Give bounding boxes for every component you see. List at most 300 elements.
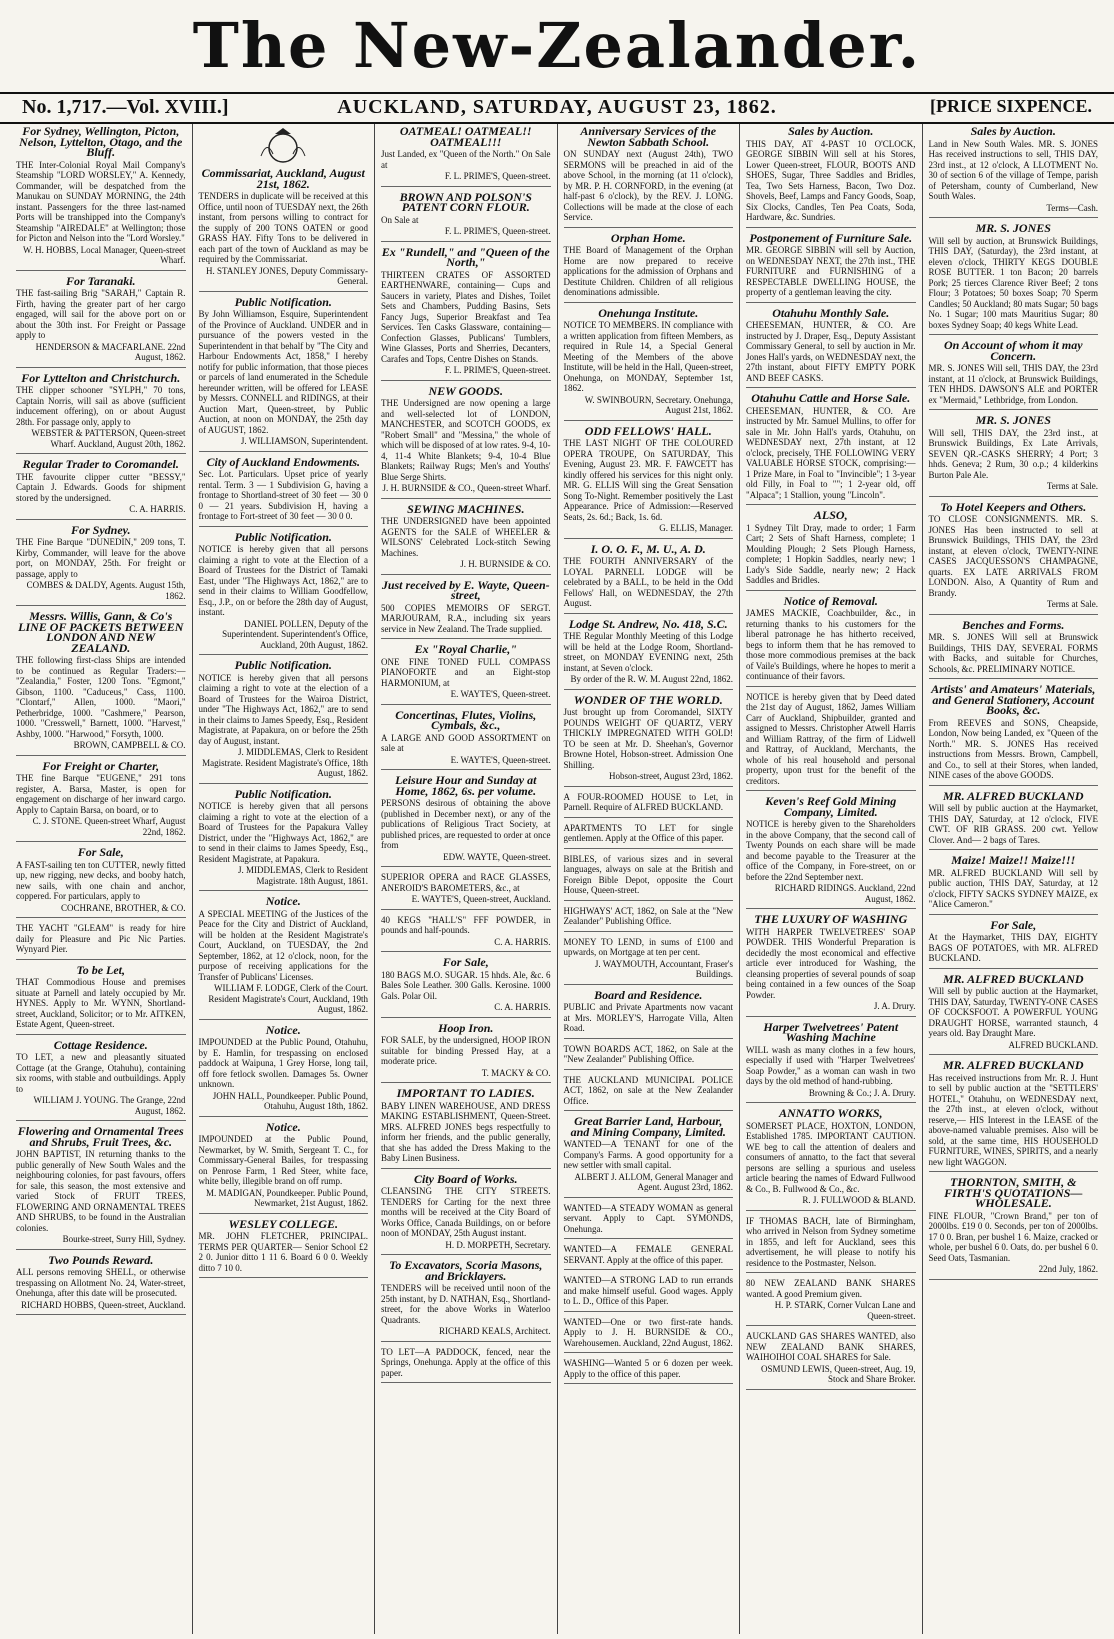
ad-heading: THORNTON, SMITH, & FIRTH'S QUOTATIONS—WHOLESALE. bbox=[944, 1175, 1083, 1210]
advertisement bbox=[16, 1126, 186, 1250]
ad-body: WILL wash as many clothes in a few hours, especially if used with "Harper Twelvetrees' Soap Powder," as a woman can wash in two days by the old method of hand-rubbing. bbox=[746, 1044, 916, 1086]
ad-body: NOTICE is hereby given to the Shareholders in the above Company, that the second call of Twenty Pounds on each share will be made and become payable to the Treasurer at the office of the Company, in Fore-street, on or before the 22nd September next. bbox=[746, 819, 916, 882]
ad-body: NOTICE is hereby given that all persons claiming a right to vote at the election of a Board of Trustees for the Papakura Valley District, under the "Highways Act, 1862," are to send in their claims to James Speedy, Esq., Resident Magistrate, at Papakura. bbox=[198, 801, 368, 864]
ad-body: BABY LINEN WAREHOUSE, AND DRESS MAKING ESTABLISHMENT, Queen-Street. MRS. ALFRED JONES begs respectfully to inform her friends, and the public generally, that she has added the Dress Making to the Baby Linen Business. bbox=[381, 1100, 551, 1163]
ad-body: Will sell, THIS DAY, the 23rd inst., at Brunswick Buildings, Ex Late Arrivals, SEVEN QR.-CASKS SHERRY; 4 Port; 3 hhds. Geneva; 2 Rum, 30 o.p.; 4 kilderkins Burton Pale Ale. bbox=[928, 427, 1098, 480]
ad-heading: Ex "Royal Charlie," bbox=[414, 642, 517, 656]
ad-body: THE favourite clipper cutter "BESSY," Captain J. Edwards. Goods for shipment stored by the undersigned. bbox=[16, 471, 186, 503]
ad-body: THE fast-sailing Brig "SARAH," Captain R. Firth, having the greater part of her cargo engaged, will sail for the above port on or about the 30th inst. For Freight or Passage apply to bbox=[16, 288, 186, 340]
advertisement bbox=[746, 692, 916, 792]
ad-body: Will sell by auction, at Brunswick Buildings, THIS DAY, (Saturday), the 23rd instant, at eleven o'clock, THIRTY KEGS DOUBLE ROSE BUTTER. 1 ton Bacon; 20 barrels Pork; 25 tierces Clarence River Beef; 2 tons Flour; 3 Potatoes; 50 boxes Soap; 70 Sperm Candles; 50 Auckland; 80 mats Sugar; 50 bags No. 1 Sugar; 100 mats Mauritius Sugar; 80 boxes Sydney Soap; 40 kegs White Lead. bbox=[928, 235, 1098, 330]
advertisement bbox=[746, 126, 916, 228]
ad-signature: F. L. PRIME'S, Queen-street. bbox=[444, 226, 551, 236]
ad-body: A LARGE AND GOOD ASSORTMENT on sale at bbox=[381, 732, 551, 753]
advertisement bbox=[198, 786, 369, 892]
ad-heading: ODD FELLOWS' HALL. bbox=[584, 423, 712, 438]
ad-body: ONE FINE TONED FULL COMPASS PIANOFORTE and an Eight-stop HARMONIUM, at bbox=[381, 656, 551, 688]
ad-body: MR. JOHN FLETCHER, PRINCIPAL. TERMS PER QUARTER— Senior School £2 2 0. Junior ditto 1 11 6. Board 6 0 0. Weekly ditto 7 10 0. bbox=[198, 1231, 368, 1273]
advertisement bbox=[381, 501, 551, 575]
advertisement bbox=[746, 914, 916, 1017]
ad-signature: BROWN, CAMPBELL & CO. bbox=[73, 740, 186, 750]
advertisement bbox=[563, 230, 734, 303]
advertisement bbox=[564, 1075, 734, 1112]
advertisement bbox=[564, 1358, 734, 1384]
ad-heading: On Account of whom it may Concern. bbox=[943, 338, 1083, 363]
ad-signature: C. A. HARRIS. bbox=[129, 504, 186, 514]
advertisement bbox=[16, 962, 186, 1035]
ad-signature: DANIEL POLLEN, Deputy of the Superintendent. Superintendent's Office, Auckland, 20th August, 1862. bbox=[222, 618, 368, 650]
ad-body: JOHN BAPTIST, IN returning thanks to the public generally of New South Wales and the neighbouring colonies, for past favours, offers for sale, this season, the most extensive and varied Stock of FRUIT TREES, FLOWERING AND ORNAMENTAL TREES AND SHRUBS, to be found in the Australian colonies. bbox=[16, 1149, 186, 1233]
ad-body: ALL persons removing SHELL, or otherwise trespassing on Allotment No. 24, Water-street, Onehunga, after this date will be prosecuted. bbox=[16, 1267, 186, 1298]
price: [PRICE SIXPENCE. bbox=[929, 96, 1092, 116]
ad-body: THE following first-class Ships are intended to be continued as Regular Traders:— "Zealandia," Foster, 1200 Tons. "Egmont," Gibson, 1100. "Caduceus," Cass, 1100. "Clontarf," Allen, 1000. "Maori," Petherbridge, 1000. "Cashmere," Pearson, 1000. "Cresswell," Barnett, 1000. "Harvest," Ashby, 1000. "Harwood," Forsyth, 1000. bbox=[16, 655, 186, 739]
advertisement bbox=[929, 126, 1099, 218]
ad-heading: Notice of Removal. bbox=[783, 593, 878, 608]
ad-body: MR. ALFRED BUCKLAND Will sell by public auction, THIS DAY, Saturday, at 12 o'clock, FIFTY SACKS SYDNEY MAIZE, ex "Alice Cameron." bbox=[928, 867, 1098, 909]
advertisement bbox=[746, 305, 916, 389]
advertisement bbox=[16, 126, 186, 271]
advertisement bbox=[199, 168, 369, 292]
ad-heading: MR. ALFRED BUCKLAND bbox=[942, 971, 1084, 986]
advertisement bbox=[16, 459, 186, 520]
ad-heading: Public Notification. bbox=[234, 529, 332, 544]
advertisement bbox=[746, 1019, 916, 1104]
advertisement bbox=[563, 616, 734, 690]
advertisement bbox=[16, 847, 186, 918]
advertisement bbox=[381, 189, 551, 242]
ad-body: MR. GEORGE SIBBIN will sell by Auction, on WEDNESDAY NEXT, the 27th inst., THE FURNITURE and FURNISHING of a RESPECTABLE DWELLING HOUSE, the property of a gentleman leaving the city. bbox=[746, 245, 916, 297]
columns bbox=[10, 124, 1104, 1634]
ad-body: HIGHWAYS' ACT, 1862, on Sale at the "New Zealander" Publishing Office. bbox=[563, 905, 733, 926]
ad-body: MONEY TO LEND, in sums of £100 and upwards, on Mortgage at ten per cent. bbox=[563, 936, 733, 957]
ad-body: 180 BAGS M.O. SUGAR. 15 hhds. Ale, &c. 6 Bales Sole Leather. 300 Galls. Kerosine. 1000 Gals. Polar Oil. bbox=[381, 969, 551, 1001]
ad-body: ON SUNDAY next (August 24th), TWO SERMONS will be preached in aid of the above School, in the morning (at 11 o'clock), by MR. P. H. CORNFORD, in the evening (at half-past 6 o'clock), by the REV. J. LONG. Collections will be made at the close of each Service. bbox=[563, 149, 733, 222]
ad-signature: By order of the R. W. M. August 22nd, 1862. bbox=[570, 674, 733, 684]
advertisement bbox=[16, 273, 186, 368]
date-location: AUCKLAND, SATURDAY, AUGUST 23, 1862. bbox=[337, 96, 777, 118]
advertisement bbox=[16, 1252, 186, 1316]
advertisement bbox=[564, 1116, 734, 1198]
advertisement bbox=[381, 126, 551, 187]
ad-body: WANTED—A STRONG LAD to run errands and make himself useful. Good wages. Apply to L. D., Office of this Paper. bbox=[563, 1275, 733, 1306]
ad-body: THE fine Barque "EUGENE," 291 tons register, A. Barsa, Master, is open for engagement on discharge of her inward cargo. Apply to Captain Barsa, on board, or to bbox=[16, 773, 186, 815]
ad-heading: For Lyttelton and Christchurch. bbox=[21, 370, 181, 385]
advertisement bbox=[746, 510, 916, 591]
advertisement bbox=[746, 1278, 916, 1326]
ad-heading: Board and Residence. bbox=[594, 987, 703, 1002]
ad-heading: Otahuhu Cattle and Horse Sale. bbox=[751, 391, 911, 405]
ad-body: FINE FLOUR, "Crown Brand," per ton of 2000lbs. £19 0 0. Seconds, per ton of 2000lbs. 17 0 0. Bran, per bushel 1 6. Maize, cracked or whole, per bushel 6 0. Oats, do. per bushel 6 0. Seed Oats, Tasmanian. bbox=[928, 1210, 1098, 1263]
advertisement bbox=[563, 305, 734, 421]
ad-body: SUPERIOR OPERA and RACE GLASSES, ANEROID'S BAROMETERS, &c., at bbox=[381, 872, 551, 893]
ad-signature: H. D. MORPETH, Secretary. bbox=[445, 1239, 551, 1250]
ad-heading: For Taranaki. bbox=[65, 273, 136, 288]
ad-signature: H. STANLEY JONES, Deputy Commissary-General. bbox=[206, 265, 368, 286]
ad-signature: ALBERT J. ALLOM, General Manager and Agent. August 23rd, 1862. bbox=[574, 1171, 733, 1192]
ad-body: IMPOUNDED at the Public Pound, Otahuhu, by E. Hamlin, for trespassing on enclosed paddock at Waipuna, 1 Grey Horse, long tail, off fore fetlock swollen. Damages 5s. Owner unknown. bbox=[198, 1037, 368, 1089]
advertisement bbox=[198, 294, 369, 452]
ad-heading: For Sydney. bbox=[70, 522, 131, 537]
newspaper-title: The New-Zealander. bbox=[192, 9, 922, 82]
advertisement bbox=[929, 223, 1099, 335]
ad-heading: To Excavators, Scoria Masons, and Bricklayers. bbox=[389, 1258, 543, 1283]
ad-signature: COMBES & DALDY, Agents. August 15th, 1862. bbox=[26, 580, 186, 601]
ad-heading: MR. S. JONES bbox=[975, 413, 1051, 427]
ad-body: PERSONS desirous of obtaining the above (published in December next), or any of the publications of Religious Tract Society, at published prices, are requested to order at once from bbox=[381, 798, 551, 850]
ad-heading: Otahuhu Monthly Sale. bbox=[772, 305, 890, 320]
ad-body: MR. S. JONES Will sell, THIS DAY, the 23rd instant, at 11 o'clock, at Brunswick Buildings, TEN HHDS. DAWSON'S ALE and PORTER ex "Mermaid," Lethbridge, from London. bbox=[928, 363, 1098, 405]
dateline bbox=[0, 92, 1114, 124]
ad-signature: WILLIAM F. LODGE, Clerk of the Court. Resident Magistrate's Court, Auckland, 19th August, 1862. bbox=[208, 983, 368, 1014]
ad-heading: Maize! Maize!! Maize!!! bbox=[951, 853, 1076, 867]
ad-body: THE YACHT "GLEAM" is ready for hire daily for Pleasure and Pic Nic Parties. Wynyard Pier. bbox=[16, 923, 186, 954]
ad-body: PUBLIC and Private Apartments now vacant at Mrs. MORLEY'S, Harrogate Villa, Alten Road. bbox=[563, 1002, 733, 1033]
advertisement bbox=[746, 230, 916, 303]
ad-heading: Hoop Iron. bbox=[438, 1020, 494, 1035]
advertisement bbox=[563, 987, 734, 1039]
advertisement bbox=[381, 383, 551, 499]
ad-heading: Leisure Hour and Sunday at Home, 1862, 6s. per volume. bbox=[395, 773, 537, 798]
advertisement bbox=[564, 126, 734, 228]
ad-body: JAMES MACKIE, Coachbuilder, &c., in returning thanks to his customers for the liberal patronage he has hitherto received, begs to inform them that he has removed to those more commodious premises at the back of Vaile's Buildings, where he hopes to merit a continuance of their favors. bbox=[746, 608, 916, 681]
ad-body: THE AUCKLAND MUNICIPAL POLICE ACT, 1862, on sale at the New Zealander Office. bbox=[563, 1074, 733, 1106]
ad-body: CHEESEMAN, HUNTER, & CO. Are instructed by J. Draper, Esq., Deputy Assistant Commissary General, to sell by auction in Mr. Jones Hall's yards, on WEDNESDAY next, the 27th instant, about FIFTY EMPTY PORK AND BEEF CASKS. bbox=[746, 320, 916, 383]
ad-body: NOTICE is hereby given that all persons claiming a right to vote at the Election of a Board of Trustees for the District of Tamaki East, under "The Highways Act, 1862," are to send in their claims to William Goodfellow, Esq., J.P., on or before the 28th day of August, instant. bbox=[198, 544, 368, 617]
advertisement bbox=[381, 1088, 551, 1169]
ad-body: WANTED—A STEADY WOMAN as general servant. Apply to Capt. SYMONDS, Onehunga. bbox=[563, 1202, 733, 1234]
advertisement bbox=[563, 423, 734, 539]
ad-signature: E. WAYTE'S, Queen-street. bbox=[450, 754, 551, 765]
ad-body: APARTMENTS TO LET for single gentlemen. Apply at the Office of this paper. bbox=[563, 822, 733, 843]
ad-heading: ALSO, bbox=[813, 508, 848, 522]
advertisement bbox=[16, 1037, 186, 1122]
advertisement bbox=[564, 1275, 734, 1312]
advertisement bbox=[381, 577, 551, 640]
ad-heading: Lodge St. Andrew, No. 418, S.C. bbox=[568, 616, 728, 631]
ad-body: CLEANSING THE CITY STREETS. TENDERS for Carting for the next three months will be received at the City Board of Works Office, Canada Buildings, on or before noon of MONDAY, 25th August instant. bbox=[381, 1186, 551, 1238]
ad-heading: Harper Twelvetrees' Patent Washing Machine bbox=[763, 1019, 899, 1044]
ad-heading: Sales by Auction. bbox=[970, 124, 1056, 138]
ad-signature: Terms at Sale. bbox=[1046, 481, 1098, 491]
ad-body: THE Fine Barque "DUNEDIN," 209 tons, T. Kirby, Commander, will leave for the above port, on MONDAY, 25th. For freight or passage, apply to bbox=[16, 537, 186, 579]
ad-heading: Onehunga Institute. bbox=[598, 305, 699, 320]
ad-heading: City Board of Works. bbox=[413, 1171, 518, 1186]
ad-heading: For Freight or Charter, bbox=[42, 758, 160, 773]
advertisement bbox=[928, 617, 1099, 680]
advertisement bbox=[564, 906, 734, 932]
ad-heading: Messrs. Willis, Gann, & Co's LINE OF PACKETS BETWEEN LONDON AND NEW ZEALAND. bbox=[18, 609, 184, 655]
ad-signature: OSMUND LEWIS, Queen-street, Aug. 19, Stock and Share Broker. bbox=[761, 1363, 916, 1384]
ad-body: From REEVES and SONS, Cheapside, London, Now being Landed, ex "Queen of the North." MR. S. JONES Has received instructions from Messrs. Brown, Campbell, and Co., to sell at their Stores, when landed, NINE cases of the above GOODS. bbox=[928, 717, 1098, 780]
ad-signature: 22nd July, 1862. bbox=[1038, 1264, 1098, 1274]
ad-heading: BROWN AND POLSON'S PATENT CORN FLOUR. bbox=[399, 189, 532, 214]
ad-signature: Bourke-street, Surry Hill, Sydney. bbox=[62, 1234, 186, 1244]
ad-heading: Flowering and Ornamental Trees and Shrubs, Fruit Trees, &c. bbox=[17, 1124, 184, 1149]
ad-heading: Cottage Residence. bbox=[53, 1037, 148, 1052]
advertisement bbox=[928, 788, 1099, 851]
ad-body: SOMERSET PLACE, HOXTON, LONDON, Established 1785. IMPORTANT CAUTION. WE beg to call the attention of dealers and consumers of annatto, to the fact that several persons are selling a spurious and useless article bearing the names of Edward Fullwood & Co., B. Fullwood & Co., &c. bbox=[746, 1120, 916, 1194]
ad-body: NOTICE is hereby given that by Deed dated the 21st day of August, 1862, James William Carr of Auckland, Shipbuilder, granted and assigned to Messrs. Christopher Atwell Harris and William Rattray, of the firm of Lidwell and Rattray, of Auckland, Merchants, the whole of his real household and personal property, upon trust for the benefit of the creditors. bbox=[746, 691, 916, 786]
advertisement bbox=[929, 855, 1099, 915]
advertisement bbox=[381, 957, 551, 1018]
advertisement bbox=[381, 1347, 551, 1384]
advertisement bbox=[198, 454, 369, 527]
ad-heading: Benches and Forms. bbox=[962, 617, 1065, 632]
advertisement bbox=[381, 1260, 551, 1342]
ad-signature: Hobson-street, August 23rd, 1862. bbox=[609, 771, 733, 781]
advertisement bbox=[381, 1171, 551, 1256]
ad-heading: Concertinas, Flutes, Violins, Cymbals, &c., bbox=[395, 707, 537, 732]
ad-heading: Two Pounds Reward. bbox=[48, 1252, 154, 1267]
advertisement bbox=[928, 971, 1099, 1056]
advertisement bbox=[563, 541, 734, 614]
ad-body: At the Haymarket, THIS DAY, EIGHTY BAGS OF POTATOES, with MR. ALFRED BUCKLAND. bbox=[928, 932, 1098, 963]
ad-heading: To Hotel Keepers and Others. bbox=[940, 499, 1087, 514]
ad-heading: Keven's Reef Gold Mining Company, Limited. bbox=[765, 794, 897, 819]
ad-heading: For Sale, bbox=[990, 917, 1037, 932]
ad-signature: HENDERSON & MACFARLANE. 22nd August, 1862. bbox=[35, 341, 186, 362]
ad-signature: J. WILLIAMSON, Superintendent. bbox=[240, 436, 368, 446]
ad-body: TO CLOSE CONSIGNMENTS. MR. S. JONES Has been instructed to sell at Brunswick Buildings, THIS DAY, the 23rd instant, at eleven o'clock, TWENTY-NINE CASES JACQUESSON'S CHAMPAGNE, quarts. EX LATE ARRIVALS FROM LONDON. Also, A Quantity of Rum and Brandy. bbox=[928, 514, 1098, 598]
ad-body: TENDERS in duplicate will be received at this Office, until noon of TUESDAY next, the 26th instant, from persons willing to contract for the supply of 200 TONS OATEN or good GRASS HAY. Fifty Tons to be delivered in each part of the town of Auckland as may be required by the Commissariat. bbox=[198, 191, 368, 264]
advertisement bbox=[381, 707, 551, 771]
advertisement bbox=[199, 660, 369, 784]
column-3 bbox=[375, 124, 558, 1634]
ad-heading: ANNATTO WORKS, bbox=[778, 1106, 883, 1120]
ad-body: THAT Commodious House and premises situate at Parnell and lately occupied by Mr. HYNES. Apply to Mr. WYNN, Shortland-street, Auckland, Solicitor; or to Mr. AITKEN, Estate Agent, Queen-street. bbox=[16, 977, 186, 1029]
ad-heading: MR. ALFRED BUCKLAND bbox=[942, 788, 1084, 803]
ad-body: BIBLES, of various sizes and in several languages, always on sale at the British and Foreign Bible Depot, opposite the Court House, Queen-street. bbox=[563, 853, 733, 895]
ad-heading: Great Barrier Land, Harbour, and Mining Company, Limited. bbox=[570, 1114, 726, 1139]
ad-signature: COCHRANE, BROTHER, & CO. bbox=[60, 902, 186, 913]
ad-signature: J. WAYMOUTH, Accountant, Fraser's Buildings. bbox=[594, 958, 733, 979]
ad-body: THIRTEEN CRATES OF ASSORTED EARTHENWARE, containing— Cups and Saucers in variety, Plates and Dishes, Toilet Sets and Chambers, Pudding Basins, Sets Fancy Jugs, Superior Breakfast and Tea Services. Ten Casks Glassware, containing— Confection Glasses, Publicans' Tumblers, Wine Glasses, Ports and Sherries, Decanters, Carafes and Tops, Centre Dishes on Stands. bbox=[381, 269, 551, 364]
ad-signature: WILLIAM J. YOUNG. The Grange, 22nd August, 1862. bbox=[33, 1095, 186, 1116]
advertisement bbox=[929, 1060, 1099, 1172]
advertisement bbox=[746, 1108, 916, 1211]
ad-body: THE Undersigned are now opening a large and well-selected lot of LONDON, MANCHESTER, and SCOTCH GOODS, ex "Robert Small" and "Messina," the whole of which will be disposed of at low rates. 9-4, 10-4, 11-4 White Blankets; 9-4, 10-4 Blue Blankets; Railway Rugs; Men's and Youths' Blue Serge Shirts. bbox=[381, 398, 551, 482]
advertisement bbox=[16, 522, 186, 607]
ad-signature: WEBSTER & PATTERSON, Queen-street Wharf. Auckland, August 20th, 1862. bbox=[31, 428, 186, 449]
ad-body: 1 Sydney Tilt Dray, made to order; 1 Farm Cart; 2 Sets of Shaft Harness, complete; 1 Moulding Plough; 2 Sets Plough Harness, complete; 1 Hopkin Saddles, nearly new; 1 Lady's Side Saddle, nearly new; 2 Hack Saddles and Bridles. bbox=[746, 522, 916, 585]
advertisement bbox=[198, 1216, 369, 1279]
ad-body: 40 KEGS "HALL'S" FFF POWDER, in pounds and half-pounds. bbox=[381, 914, 551, 935]
advertisement bbox=[929, 1177, 1099, 1280]
ad-body: WITH HARPER TWELVETREES' SOAP POWDER. THIS Wonderful Preparation is decidedly the most economical and effective article ever introduced for Washing, the cleansing properties of several pounds of soap being contained in a few ounces of the Soap Powder. bbox=[746, 926, 916, 1000]
ad-heading: Artists' and Amateurs' Materials, and General Stationery, Account Books, &c. bbox=[931, 682, 1096, 717]
ad-heading: Public Notification. bbox=[234, 786, 332, 801]
ad-heading: NEW GOODS. bbox=[428, 383, 503, 398]
ad-signature: C. J. STONE. Queen-street Wharf, August 22nd, 1862. bbox=[32, 816, 186, 837]
ad-body: IF THOMAS BACH, late of Birmingham, who arrived in Nelson from Sydney sometime in 1855, and left for Auckland, sees this advertisement, he will please to notify his residence to the Postmaster, Nelson. bbox=[746, 1215, 916, 1268]
ad-signature: F. L. PRIME'S, Queen-street. bbox=[444, 171, 551, 181]
ad-signature: J. MIDDLEMAS, Clerk to Resident Magistrate. 18th August, 1861. bbox=[238, 865, 368, 886]
ad-heading: Notice. bbox=[265, 1022, 301, 1037]
ad-signature: W. SWINBOURN, Secretary. Onehunga, August 21st, 1862. bbox=[584, 394, 733, 415]
ad-signature: J. MIDDLEMAS, Clerk to Resident Magistrate. Resident Magistrate's Office, 18th August, 1862. bbox=[202, 747, 368, 778]
ad-signature: E. WAYTE'S, Queen-street. bbox=[450, 689, 551, 699]
ad-heading: Notice. bbox=[265, 1119, 301, 1134]
ad-signature: M. MADIGAN, Poundkeeper. Public Pound, Newmarket, 21st August, 1862. bbox=[206, 1187, 368, 1208]
ad-body: Will sell by public auction at the Haymarket, THIS DAY, Saturday, at 12 o'clock, FIVE CWT. OF RIB GRASS. 200 cwt. Yellow Clover. And— 2 bags of Tares. bbox=[928, 803, 1098, 845]
column-1 bbox=[10, 124, 193, 1634]
ad-body: 80 NEW ZEALAND BANK SHARES wanted. A good Premium given. bbox=[746, 1278, 916, 1299]
ad-signature: ALFRED BUCKLAND. bbox=[1008, 1039, 1098, 1050]
advertisement bbox=[564, 1244, 734, 1270]
ad-signature: T. MACKY & CO. bbox=[481, 1067, 551, 1078]
ad-heading: To be Let, bbox=[76, 962, 126, 977]
ad-heading: IMPORTANT TO LADIES. bbox=[396, 1086, 535, 1100]
masthead bbox=[0, 0, 1114, 92]
ad-body: 500 COPIES MEMOIRS OF SERGT. MARJOURAM, R.A., including six years service in New Zealand. The Trade supplied. bbox=[381, 602, 551, 634]
ad-body: A FAST-sailing ten ton CUTTER, newly fitted up, new rigging, new decks, and booby hatch, new sails, with one chain and anchor, coppered. For particulars, apply to bbox=[16, 859, 186, 901]
advertisement bbox=[564, 1203, 734, 1240]
ad-body: A FOUR-ROOMED HOUSE to Let, in Parnell. Require of ALFRED BUCKLAND. bbox=[563, 791, 733, 812]
ad-heading: Ex "Rundell," and "Queen of the North," bbox=[381, 244, 550, 269]
advertisement bbox=[746, 393, 916, 505]
ad-heading: Public Notification. bbox=[234, 294, 332, 309]
advertisement bbox=[198, 529, 369, 656]
ad-signature: Terms at Sale. bbox=[1046, 599, 1098, 609]
advertisement bbox=[381, 872, 551, 910]
advertisement bbox=[381, 775, 551, 867]
ad-signature: R. J. FULLWOOD & BLAND. bbox=[802, 1195, 916, 1205]
ad-body: Has received instructions from Mr. R. J. Hunt to sell by public auction at the "SETTLERS' HOTEL," Otahuhu, on WEDNESDAY next, the 27th inst., at eleven o'clock, without reserve,— HIS Interest in the LEASE of the above-named valuable premises. Also will be sold, at the same time, HIS HOUSEHOLD FURNITURE, WINES, SPIRITS, and a nearly new light WAGGON. bbox=[928, 1072, 1098, 1167]
ad-heading: Commissariat, Auckland, August 21st, 1862. bbox=[201, 166, 365, 191]
advertisement bbox=[381, 244, 551, 381]
ad-signature: H. P. STARK, Corner Vulcan Lane and Queen-street. bbox=[774, 1300, 916, 1321]
advertisement bbox=[929, 340, 1099, 410]
column-4 bbox=[558, 124, 741, 1634]
ad-body: TOWN BOARDS ACT, 1862, on Sale at the "New Zealander" Publishing Office. bbox=[563, 1043, 733, 1064]
ad-signature: J. H. BURNSIDE & CO. bbox=[460, 559, 551, 569]
ad-body: TO LET—A PADDOCK, fenced, near the Springs, Onehunga. Apply at the office of this paper. bbox=[381, 1346, 551, 1378]
ad-body: WANTED—A FEMALE GENERAL SERVANT. Apply at the office of this paper. bbox=[563, 1244, 733, 1265]
ad-body: A SPECIAL MEETING of the Justices of the Peace for the City and District of Auckland, will be holden at the Resident Magistrate's Court, Auckland, on TUESDAY, the 2nd September, 1862, at 12 o'clock, noon, for the purpose of receiving applications for the Transfer of Publicans' Licenses. bbox=[198, 908, 368, 982]
ad-signature: J. H. BURNSIDE & CO., Queen-street Wharf. bbox=[382, 483, 551, 493]
ad-body: THE Regular Monthly Meeting of this Lodge will be held at the Lodge Room, Shortland-street, on MONDAY EVENING next, 25th instant, at Seven o'clock. bbox=[563, 631, 733, 673]
advertisement bbox=[564, 792, 734, 818]
advertisement bbox=[16, 758, 186, 843]
ad-signature: C. A. HARRIS. bbox=[494, 1002, 551, 1012]
advertisement bbox=[746, 593, 916, 687]
ad-signature: F. L. PRIME'S, Queen-street. bbox=[444, 365, 551, 375]
advertisement bbox=[16, 611, 186, 756]
ad-body: THE Board of Management of the Orphan Home are now prepared to receive applications for the admission of Orphans and Destitute Children. Children of all religious denominations admissible. bbox=[563, 245, 733, 297]
ad-body: THE clipper schooner "SYLPH," 70 tons, Captain Norris, will sail as above (sufficient inducement offering), on or about August 28th. For passage only, apply to bbox=[16, 385, 186, 427]
advertisement bbox=[564, 1317, 734, 1354]
column-6 bbox=[923, 124, 1105, 1634]
ad-body: Just brought up from Coromandel, SIXTY POUNDS WEIGHT OF QUARTZ, VERY THICKLY IMPREGNATED WITH GOLD! TO be seen at Mr. D. Sheehan's, Governor Browne Hotel, Hobson-street. Admission One Shilling. bbox=[563, 707, 733, 770]
ad-heading: Regular Trader to Coromandel. bbox=[22, 457, 179, 471]
advertisement bbox=[16, 370, 186, 455]
advertisement bbox=[198, 1119, 369, 1214]
ad-body: By John Williamson, Esquire, Superintendent of the Province of Auckland. UNDER and in pursuance of the powers vested in the Superintendent in that behalf by "The City and Harbour Endowments Act, 1858," I hereby notify for public information, that those pieces or parcels of land enumerated in the Schedule hereunder written, will be offered for LEASE by Messrs. CONNELL and RIDINGS, at their Auction Mart, Queen-street, by Public Auction, at noon on MONDAY, the 25th day of AUGUST, 1862. bbox=[198, 309, 368, 435]
ad-body: IMPOUNDED at the Public Pound, Newmarket, by W. Smith, Sergeant T. C., for Commissary-General Bailes, for trespassing on Penrose Farm, 1 Red Steer, white face, white belly, illegible brand on off rump. bbox=[198, 1134, 368, 1186]
advertisement bbox=[381, 1020, 551, 1084]
advertisement bbox=[564, 823, 734, 849]
advertisement bbox=[746, 1331, 916, 1390]
ad-heading: WONDER OF THE WORLD. bbox=[573, 692, 723, 707]
ad-heading: MR. S. JONES bbox=[975, 221, 1051, 235]
ad-signature: J. A. Drury. bbox=[873, 1001, 916, 1011]
ad-body: THE FOURTH ANNIVERSARY of the LOYAL PARNELL LODGE will be celebrated by a BALL, to be held in the Odd Fellows' Hall, on WEDNESDAY, the 27th August. bbox=[563, 556, 733, 608]
ad-signature: G. ELLIS, Manager. bbox=[659, 523, 733, 533]
ad-body: AUCKLAND GAS SHARES WANTED, also NEW ZEALAND BANK SHARES, WAIHOIHOI COAL SHARES for Sale. bbox=[746, 1331, 916, 1362]
advertisement bbox=[381, 644, 551, 705]
advertisement bbox=[746, 1216, 916, 1274]
ad-body: WANTED—One or two first-rate hands. Apply to J. H. BURNSIDE & CO., Warehousemen. Auckland, 22nd August, 1862. bbox=[563, 1316, 733, 1348]
ad-heading: City of Auckland Endowments. bbox=[206, 454, 361, 469]
ad-body: NOTICE TO MEMBERS. IN compliance with a written application from fifteen Members, as required in Rule 14, a Special General Meeting of the Members of the above Institute, will be held in the Hall, Queen-street, Onehunga, on MONDAY, September 1st, 1862. bbox=[563, 320, 733, 393]
ad-heading: For Sydney, Wellington, Picton, Nelson, Lyttelton, Otago, and the Bluff. bbox=[19, 124, 183, 159]
ad-signature: RICHARD KEALS, Architect. bbox=[439, 1326, 551, 1336]
ad-heading: Sales by Auction. bbox=[788, 124, 874, 138]
ad-body: On Sale at bbox=[381, 214, 419, 225]
column-2 bbox=[193, 124, 376, 1634]
advertisement bbox=[929, 684, 1099, 786]
advertisement bbox=[928, 917, 1099, 969]
ad-heading: Postponement of Furniture Sale. bbox=[749, 230, 913, 245]
ad-heading: Public Notification. bbox=[234, 658, 332, 672]
ad-heading: For Sale, bbox=[442, 955, 489, 969]
ad-signature: RICHARD HOBBS, Queen-street, Auckland. bbox=[21, 1299, 186, 1310]
advertisement bbox=[563, 692, 734, 787]
ad-signature: C. A. HARRIS. bbox=[494, 936, 551, 947]
column-5 bbox=[740, 124, 923, 1634]
ad-body: MR. S. JONES Will sell at Brunswick Buildings, THIS DAY, SEVERAL FORMS with Backs, and suitable for Churches, Schools, &c. PRELIMINARY NOTICE. bbox=[928, 632, 1098, 674]
ad-body: Just Landed, ex "Queen of the North." On Sale at bbox=[381, 149, 551, 170]
ad-body: THIS DAY, AT 4-PAST 10 O'CLOCK, GEORGE SIBBIN Will sell at his Stores, Lower Queen-street, FLOUR, BOOTS AND SHOES, Sugar, Three Saddles and Bridles, Tea, Two Sets Harness, Bacon, Two Doz. Shovels, Beef, Lamps and Fancy Goods, Soap, Six Clocks, Candles, Ten Pea Coats, Soda, Hardware, &c. Sundries. bbox=[746, 138, 916, 222]
advertisement bbox=[199, 896, 369, 1020]
ad-heading: WESLEY COLLEGE. bbox=[228, 1216, 339, 1231]
ad-signature: JOHN HALL, Poundkeeper. Public Pound, Otahuhu, August 18th, 1862. bbox=[212, 1090, 368, 1111]
ad-heading: OATMEAL! OATMEAL!! OATMEAL!!! bbox=[399, 124, 532, 149]
ad-body: CHEESEMAN, HUNTER, & CO. Are instructed by Mr. Samuel Mullins, to offer for sale in Mr. John Hall's yards, Otahuhu, on WEDNESDAY next, 27th instant, at 12 o'clock, precisely, THE FOLLOWING VERY VALUABLE HORSE STOCK, comprising:— 1 Prize Mare, in Foal to "Invincible"; 1 3-year old Filly, in Foal to ""; 1 2-year old, off "Alpaca"; 1 Stallion, young "Lincoln". bbox=[746, 405, 916, 500]
advertisement bbox=[929, 415, 1099, 497]
ad-heading: Notice. bbox=[265, 894, 301, 908]
ad-body: WANTED—A TENANT for one of the Company's Farms. A good opportunity for a new settler with small capital. bbox=[563, 1139, 733, 1170]
advertisement bbox=[564, 937, 734, 985]
ad-body: NOTICE is hereby given that all persons claiming a right to vote at the election of a Board of Trustees for the Wairoa District, under "The Highways Act, 1862," are to send in their claims to James Speedy, Esq., Resident Magistrate, at Papakura, on or before the 25th day of August, instant. bbox=[198, 672, 368, 746]
ad-heading: I. O. O. F., M. U., A. D. bbox=[590, 541, 706, 556]
ad-body: Will sell by public auction at the Haymarket, THIS DAY, Saturday, TWENTY-ONE CASES OF COCKSFOOT. A POWERFUL YOUNG DRAUGHT HORSE, warranted staunch, 4 years old. Bay Draught Mare. bbox=[928, 986, 1098, 1038]
ad-signature: W. H. HOBBS, Local Manager, Queen-street Wharf. bbox=[22, 244, 186, 265]
ad-signature: EDW. WAYTE, Queen-street. bbox=[443, 851, 551, 862]
ad-heading: MR. ALFRED BUCKLAND bbox=[942, 1058, 1084, 1072]
royal-coat-of-arms-icon bbox=[253, 126, 313, 166]
advertisement bbox=[198, 1022, 369, 1117]
advertisement bbox=[16, 923, 186, 960]
ad-body: WASHING—Wanted 5 or 6 dozen per week. Apply to the office of this paper. bbox=[563, 1358, 733, 1379]
ad-heading: THE LUXURY OF WASHING bbox=[754, 912, 908, 926]
ad-heading: For Sale, bbox=[77, 845, 124, 859]
ad-heading: Anniversary Services of the Newton Sabbath School. bbox=[580, 124, 717, 149]
ad-body: Sec. Lot. Particulars. Upset price of yearly rental. Term. 3 — 1 Subdivision G, having a frontage to Shortland-street of 30 feet — 30 0 0 — 21 years. Subdivision H, having a frontage to Fort-street of 30 feet — 30 0 0. bbox=[198, 469, 368, 521]
advertisement bbox=[564, 1044, 734, 1070]
advertisement bbox=[381, 915, 551, 953]
advertisement bbox=[928, 499, 1099, 615]
ad-signature: Browning & Co.; J. A. Drury. bbox=[808, 1087, 916, 1098]
ad-signature: Terms—Cash. bbox=[1046, 202, 1098, 213]
ad-body: THE Inter-Colonial Royal Mail Company's Steamship "LORD WORSLEY," A. Kennedy, Commander, will be despatched from the Manukau on SUNDAY MORNING, the 24th instant. Passengers for the three last-named Ports will be transhipped into the Company's Steamship "AIREDALE" at Wellington; those for Picton and Nelson into the "Lord Worsley." bbox=[16, 159, 186, 243]
ad-body: Land in New South Wales. MR. S. JONES Has received instructions to sell, THIS DAY, 23rd inst., at 12 o'clock, A LLOTMENT No. 30 of section 6 of the village of Tempe, parish of Petersham, county of Cumberland, New South Wales. bbox=[928, 138, 1098, 201]
ad-heading: Orphan Home. bbox=[610, 230, 686, 245]
advertisement bbox=[746, 796, 916, 909]
ad-signature: RICHARD RIDINGS. Auckland, 22nd August, 1862. bbox=[774, 883, 916, 904]
ad-body: THE LAST NIGHT OF THE COLOURED OPERA TROUPE, On SATURDAY, This Evening, August 23. MR. F. FAWCETT has kindly offered his services for this night only. MR. G. ELLIS Will sing the Great Sensation Song To-Night. Remember positively the Last Appearance. Price of Admission:—Reserved Seats, 2s. 6d.; Back, 1s. 6d. bbox=[563, 438, 733, 522]
ad-heading: SEWING MACHINES. bbox=[407, 501, 525, 516]
